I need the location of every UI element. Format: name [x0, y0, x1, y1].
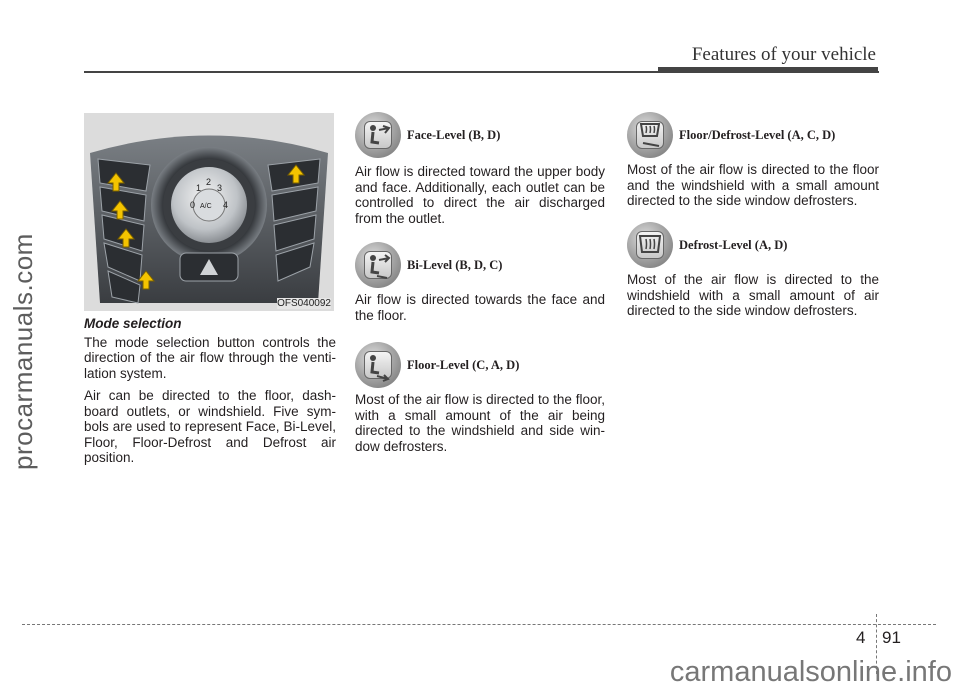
dial-number: 0: [190, 200, 196, 210]
dial-number: 3: [217, 183, 223, 193]
figure-code: OFS040092: [277, 298, 331, 309]
paragraph: The mode selection button controls the direction of the air flow through the venti-lation system.: [84, 334, 336, 381]
section-heading: Mode selection: [84, 316, 182, 331]
dial-number: 2: [206, 177, 212, 187]
mode-title: Floor/Defrost-Level (A, C, D): [679, 128, 836, 142]
page-header-title: Features of your vehicle: [691, 44, 876, 65]
side-watermark: procarmanuals.com: [8, 233, 38, 470]
face-level-icon: [355, 112, 401, 158]
dial-number: 1: [196, 183, 202, 193]
left-column: [84, 316, 336, 473]
page-number: 91: [882, 628, 901, 647]
bi-level-icon: [355, 242, 401, 288]
climate-panel-figure: [84, 113, 334, 311]
mode-description: Air flow is directed towards the face and the floor.: [355, 292, 605, 323]
mode-title: Bi-Level (B, D, C): [407, 258, 503, 272]
defrost-level-icon: [627, 222, 673, 268]
footer-rule: [22, 624, 936, 625]
mode-title: Face-Level (B, D): [407, 128, 501, 142]
climate-panel-illustration: [84, 113, 334, 311]
chapter-number: 4: [856, 628, 866, 647]
dial-ac-label: A/C: [200, 203, 212, 210]
mode-description: Air flow is directed toward the upper body and face. Additionally, each outlet can be controlled to direct the air discharged from the outlet.: [355, 164, 605, 226]
paragraph: Air can be directed to the floor, dash-board outlets, or windshield. Five sym-bols are used to represent Face, Bi-Level, Floor, Floor-Defrost and Defrost air position.: [84, 388, 336, 465]
floor-defrost-level-icon: [627, 112, 673, 158]
header-rule-accent: [658, 67, 878, 73]
bottom-watermark: carmanualsonline.info: [669, 656, 952, 688]
mode-description: Most of the air flow is directed to the floor and the windshield with a small amount directed to the side window defrosters.: [627, 162, 879, 208]
mode-title: Defrost-Level (A, D): [679, 238, 788, 252]
mode-description: Most of the air flow is directed to the windshield with a small amount of air directed to the side window defrosters.: [627, 272, 879, 318]
floor-level-icon: [355, 342, 401, 388]
mode-description: Most of the air flow is directed to the floor, with a small amount of the air being directed to the windshield and side win-dow defrosters.: [355, 392, 605, 454]
dial-number: 4: [223, 200, 229, 210]
mode-title: Floor-Level (C, A, D): [407, 358, 520, 372]
